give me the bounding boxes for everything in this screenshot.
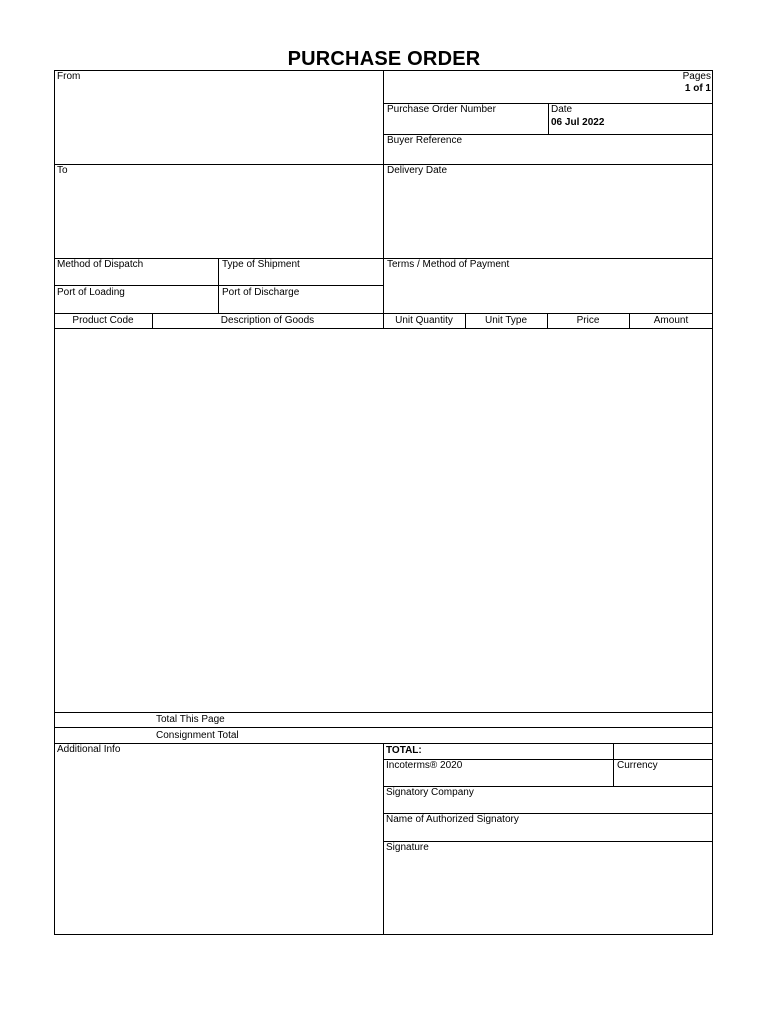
divider: [548, 103, 549, 134]
column-header-product-code: Product Code: [72, 315, 134, 326]
incoterms-label: Incoterms® 2020: [386, 760, 463, 771]
to-label: To: [57, 165, 68, 176]
delivery-date-label: Delivery Date: [387, 165, 448, 176]
total-this-page-label: Total This Page: [156, 714, 225, 725]
signatory-company-label: Signatory Company: [386, 787, 474, 798]
divider: [54, 712, 713, 713]
purchase-order-form: [54, 70, 713, 935]
divider: [613, 743, 614, 786]
pages-value: 1 of 1: [684, 83, 711, 94]
authorized-signatory-label: Name of Authorized Signatory: [386, 814, 519, 825]
divider: [383, 743, 384, 935]
column-header-amount: Amount: [653, 315, 689, 326]
pages-label: Pages: [682, 71, 711, 82]
port-of-discharge-label: Port of Discharge: [222, 287, 300, 298]
signature-label: Signature: [386, 842, 429, 853]
buyer-reference-label: Buyer Reference: [387, 135, 463, 146]
method-of-dispatch-label: Method of Dispatch: [57, 259, 144, 270]
divider: [54, 164, 383, 165]
divider: [383, 841, 713, 842]
consignment-total-label: Consignment Total: [156, 730, 239, 741]
additional-info-label: Additional Info: [57, 744, 121, 755]
type-of-shipment-label: Type of Shipment: [222, 259, 300, 270]
divider: [383, 70, 384, 313]
column-header-unit-quantity: Unit Quantity: [395, 315, 453, 326]
divider: [54, 258, 713, 259]
po-number-label: Purchase Order Number: [387, 104, 496, 115]
date-value: 06 Jul 2022: [551, 117, 605, 128]
column-header-unit-type: Unit Type: [484, 315, 528, 326]
divider: [54, 328, 713, 329]
divider: [54, 285, 383, 286]
document-title: PURCHASE ORDER: [287, 48, 481, 70]
column-header-price: Price: [576, 315, 600, 326]
divider: [54, 727, 713, 728]
column-header-description: Description of Goods: [220, 315, 315, 326]
from-label: From: [57, 71, 81, 82]
date-label: Date: [551, 104, 573, 115]
total-label: TOTAL:: [386, 745, 422, 756]
currency-label: Currency: [617, 760, 658, 771]
terms-payment-label: Terms / Method of Payment: [387, 259, 510, 270]
port-of-loading-label: Port of Loading: [57, 287, 125, 298]
